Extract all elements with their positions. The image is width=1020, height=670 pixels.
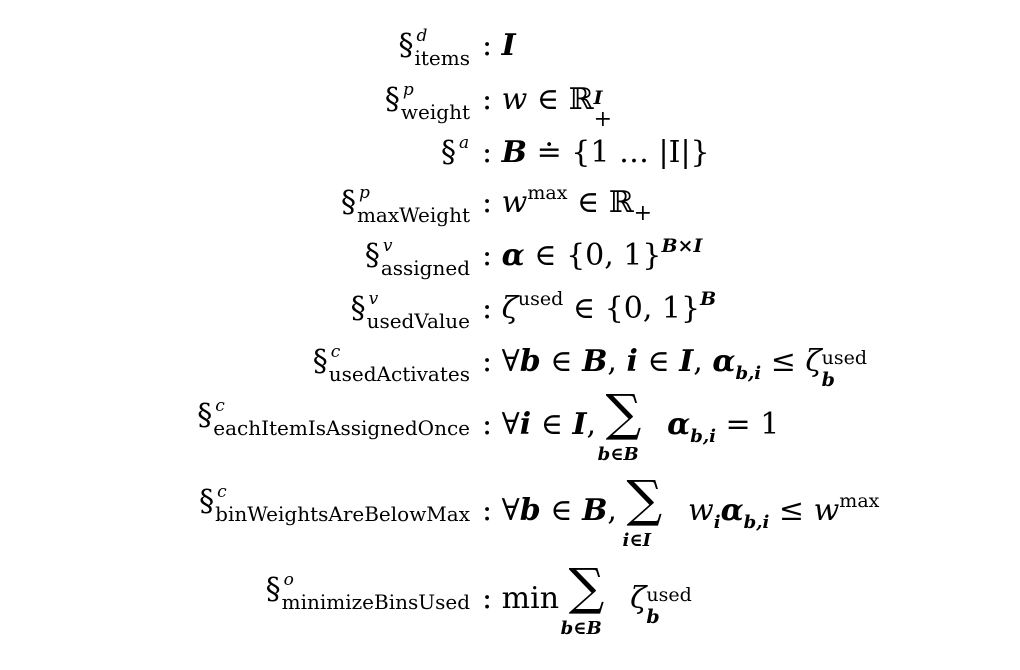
label-used-value: § v usedValue [350, 289, 470, 333]
summation: ∑ b∈B [560, 558, 605, 639]
label-minimize-bins-used: § o minimizeBinsUsed [265, 570, 470, 614]
summation: ∑ b∈B [597, 384, 642, 465]
expression-items: : I [482, 28, 516, 63]
expression-minimize-bins-used: : min ∑ b∈B ζ used b [482, 558, 692, 639]
summation: ∑ i∈I [622, 470, 663, 551]
expression-bin-weights-below-max: : ∀b ∈ B, ∑ i∈I $w_i\alpha_{b,i} \le w^{max}$ [482, 470, 880, 551]
label-used-activates: § c usedActivates [312, 342, 470, 386]
expression-used-value: : $\zeta^{used}$ ∈ {0, 1}$^B$ [482, 288, 717, 326]
expression-assigned: : α ∈ {0, 1}$^{B\times I}$ [482, 235, 703, 273]
label-assigned: § v assigned [364, 236, 470, 280]
label-bin-weights-below-max: § c binWeightsAreBelowMax [199, 482, 470, 526]
expression-each-item-assigned-once: : ∀i ∈ I, ∑ b∈B $\alpha_{b,i} = 1$ [482, 384, 780, 465]
label-items: § d items [398, 26, 470, 70]
label-each-item-assigned-once: § c eachItemIsAssignedOnce [197, 396, 470, 440]
expression-used-activates: : ∀b ∈ B, i ∈ I, $\alpha_{b,i} \le \zeta$ used b [482, 344, 868, 391]
label-max-weight: § p maxWeight [340, 183, 470, 227]
label-weight: § p weight [384, 80, 470, 124]
expression-max-weight: : $w^{max}$ ∈ ℝ$_+$ [482, 182, 653, 226]
tag-d: d [416, 26, 428, 46]
label-bins: § a [441, 133, 470, 170]
expression-weight: : w ∈ ℝ I + [482, 82, 613, 132]
expression-bins: : B ≐ {1 … |I|} [482, 135, 710, 170]
